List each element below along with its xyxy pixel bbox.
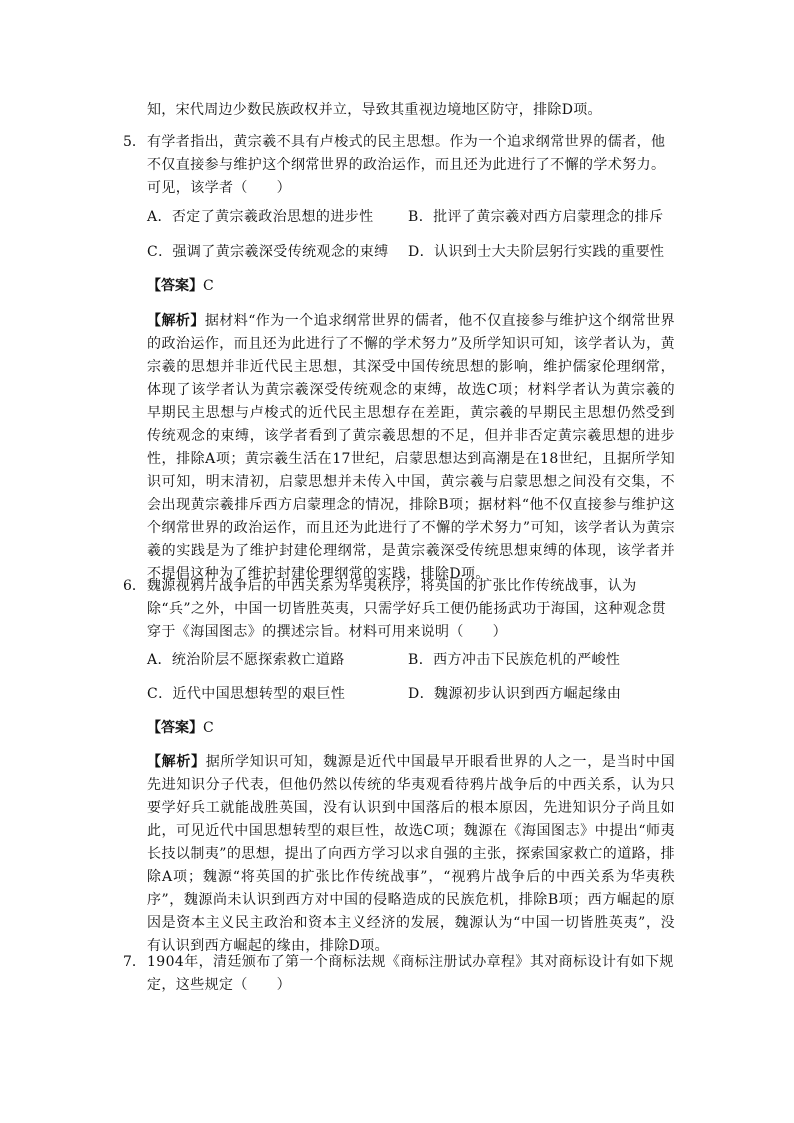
option-b: B．批评了黄宗羲对西方启蒙理念的排斥 (408, 209, 664, 225)
continuation-text: 知，宋代周边少数民族政权并立，导致其重视边境地区防守，排除D项。 (147, 102, 602, 118)
question-stem: 1904年，清廷颁布了第一个商标法规《商标注册试办章程》其对商标设计有如下规定，这些规定（ ） (147, 954, 674, 993)
option-a: A．统治阶层不愿探索救亡道路 (147, 652, 345, 668)
analysis-text: 据所学知识可知，魏源是近代中国最早开眼看世界的人之一，是当时中国先进知识分子代表，但他仍然以传统的华夷观看待鸦片战争后的中西关系，认为只要学好兵工就能战胜英国，没有认识到中国落后的根本原因，先进知识分子尚且如此，可见近代中国思想转型的艰巨性，故选C项；魏源在《海国图志》中提出“师夷长技以制夷”的思想，提出了向西方学习以求自强的主张，探索国家救亡的道路，排除A项；魏源“将英国的扩张比作传统战事”，“视鸦片战争后的中西关系为华夷秩序”，魏源尚未认识到西方对中国的侵略造成的民族危机，排除B项；西方崛起的原因是资本主义民主政治和资本主义经济的发展，魏源认为“中国一切皆胜英夷”，没有认识到西方崛起的缘由，排除D项。 (147, 754, 675, 954)
answer-line (147, 276, 214, 296)
answer-value: C (203, 720, 214, 736)
option-d: D．魏源初步认识到西方崛起缘由 (408, 686, 622, 702)
option-b: B．西方冲击下民族危机的严峻性 (408, 652, 621, 668)
question-number: 7． (123, 954, 146, 970)
analysis-text: 据材料“作为一个追求纲常世界的儒者，他不仅直接参与维护这个纲常世界的政治运作，而且还为此进行了不懈的学术努力”及所学知识可知，该学者认为，黄宗羲的思想并非近代民主思想，其深受中国传统思想的影响，维护儒家伦理纲常，体现了该学者认为黄宗羲深受传统观念的束缚，故选C项；材料学者认为黄宗羲的早期民主思想与卢梭式的近代民主思想存在差距，黄宗羲的早期民主思想仍然受到传统观念的束缚，该学者看到了黄宗羲思想的不足，但并非否定黄宗羲思想的进步性，排除A项；黄宗羲生活在17世纪，启蒙思想达到高潮是在18世纪，且据所学知识可知，明末清初，启蒙思想并未传入中国，黄宗羲与启蒙思想之间没有交集，不会出现黄宗羲排斥西方启蒙理念的情况，排除B项；据材料“他不仅直接参与维护这个纲常世界的政治运作，而且还为此进行了不懈的学术努力”可知，该学者认为黄宗羲的实践是为了维护封建伦理纲常，是黄宗羲深受传统思想束缚的体现，该学者并不提倡这种为了维护封建伦理纲常的实践，排除D项。 (147, 313, 675, 582)
option-d: D．认识到士大夫阶层躬行实践的重要性 (408, 244, 665, 260)
analysis (147, 310, 675, 586)
answer-value: C (203, 278, 214, 294)
answer-line (147, 718, 214, 738)
question-number: 6． (123, 578, 146, 594)
option-c: C．近代中国思想转型的艰巨性 (147, 686, 346, 702)
analysis-tag: 【解析】 (147, 754, 206, 770)
question-number: 5． (123, 134, 146, 150)
analysis (147, 751, 675, 958)
option-a: A．否定了黄宗羲政治思想的进步性 (147, 209, 374, 225)
analysis-tag: 【解析】 (147, 313, 205, 329)
question-stem: 有学者指出，黄宗羲不具有卢梭式的民主思想。作为一个追求纲常世界的儒者，他不仅直接参与维护这个纲常世界的政治运作，而且还为此进行了不懈的学术努力。可见，该学者（ ） (147, 134, 666, 196)
answer-tag: 【答案】 (147, 720, 203, 736)
option-c: C．强调了黄宗羲深受传统观念的束缚 (147, 244, 389, 260)
answer-tag: 【答案】 (147, 278, 203, 294)
question-stem: 魏源视鸦片战争后的中西关系为华夷秩序，将英国的扩张比作传统战事，认为除“兵”之外，中国一切皆胜英夷，只需学好兵工便仍能扬武功于海国，这种观念贯穿于《海国图志》的撰述宗旨。材料可用来说明（ ） (147, 578, 667, 640)
